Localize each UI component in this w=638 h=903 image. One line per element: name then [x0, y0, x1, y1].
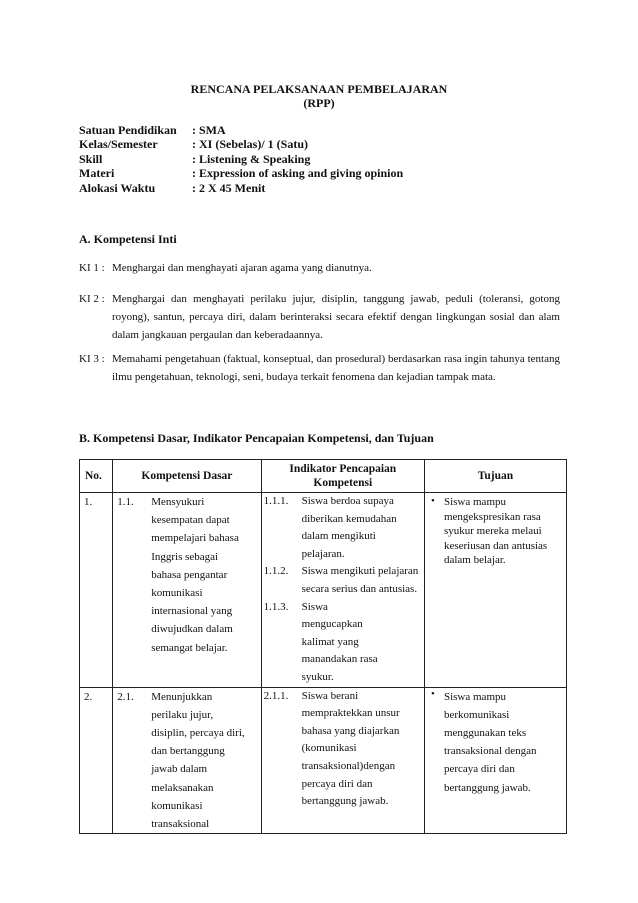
tujuan-text: Siswa mampu mengekspresikan rasa syukur mereka melaui keseriusan dan antusias dalam belajar. [443, 496, 548, 566]
indicator-number: 1.1.2. [263, 565, 289, 578]
table-header-row [80, 460, 567, 493]
table-row [80, 687, 567, 834]
document-title: RENCANA PELAKSANAAN PEMBELAJARAN [190, 82, 448, 96]
section-a-heading: A. Kompetensi Inti [79, 232, 177, 246]
info-row-satuan [79, 123, 403, 137]
indicator-number: 1.1.1. [263, 495, 289, 507]
cell-no [80, 687, 113, 834]
kd-number: 1.1. [117, 496, 134, 508]
bullet-icon: • [430, 495, 435, 507]
header-kompetensi-dasar: Kompetensi Dasar [113, 460, 261, 493]
indicator-item [262, 688, 424, 811]
kd-text: Mensyukuri kesempatan dapat mempelajari bahasa Inggris sebagai bahasa pengantar komunikasi internasional yang diwujudkan dalam semangat belajar. [151, 496, 239, 654]
ki-item-3 [79, 350, 560, 386]
ki-text: Menghargai dan menghayati ajaran agama yang dianutnya. [112, 262, 372, 274]
ki-label: KI 3 : [79, 353, 105, 365]
cell-tujuan [424, 493, 566, 688]
info-label: Materi [79, 166, 115, 181]
ki-item-2 [79, 290, 560, 344]
info-value: : 2 X 45 Menit [192, 180, 266, 195]
info-label: Skill [79, 151, 103, 166]
info-row-skill [79, 152, 403, 166]
cell-kompetensi-dasar [113, 493, 261, 688]
indicator-item [262, 493, 424, 563]
kd-number: 2.1. [117, 690, 134, 703]
row-number: 2. [84, 690, 93, 703]
section-b-heading: B. Kompetensi Dasar, Indikator Pencapaian Kompetensi, dan Tujuan [79, 431, 434, 445]
indicator-number: 1.1.3. [263, 600, 289, 613]
info-label: Satuan Pendidikan [79, 123, 177, 137]
ki-label: KI 1 : [79, 262, 105, 274]
info-label: Kelas/Semester [79, 137, 158, 152]
document-subtitle: (RPP) [303, 96, 335, 110]
cell-indikator [261, 493, 424, 688]
header-no: No. [80, 460, 113, 493]
competency-table [79, 459, 567, 834]
indicator-text: Siswa mengucapkan kalimat yang manandakan rasa syukur. [301, 600, 378, 683]
kd-text: Menunjukkan perilaku jujur, disiplin, percaya diri, dan bertanggung jawab dalam melaksanakan komunikasi transaksional [151, 690, 245, 830]
ki-text: Menghargai dan menghayati perilaku jujur, disiplin, tanggung jawab, peduli (toleransi, gotong royong), santun, percaya diri, dalam berinteraksi secara efektif dengan lingkungan sosial dan alam dalam jangkauan pergaulan dan keberadaannya. [112, 293, 560, 341]
info-value: : SMA [192, 123, 226, 137]
indicator-number: 2.1.1. [263, 689, 289, 702]
ki-text: Memahami pengetahuan (faktual, konseptual, dan prosedural) berdasarkan rasa ingin tahunya tentang ilmu pengetahuan, teknologi, seni, budaya terkait fenomena dan kejadian tampak mata. [112, 353, 560, 383]
info-value: : Expression of asking and giving opinion [192, 166, 404, 181]
indicator-text: Siswa berdoa supaya diberikan kemudahan dalam mengikuti pelajaran. [301, 495, 397, 560]
ki-item-1 [79, 259, 560, 277]
tujuan-text: Siswa mampu berkomunikasi menggunakan teks transaksional dengan percaya diri dan bertanggung jawab. [443, 690, 537, 794]
info-row-materi [79, 166, 403, 180]
cell-indikator [261, 687, 424, 834]
table-row [80, 493, 567, 688]
indicator-item [262, 563, 424, 598]
indicator-text: Siswa berani mempraktekkan unsur bahasa yang diajarkan (komunikasi transaksional)dengan percaya diri dan bertanggung jawab. [301, 689, 400, 808]
cell-kompetensi-dasar [113, 687, 261, 834]
info-value: : Listening & Speaking [192, 151, 311, 166]
header-tujuan: Tujuan [424, 460, 566, 493]
header-indikator: Indikator Pencapaian Kompetensi [261, 460, 424, 493]
cell-tujuan [424, 687, 566, 834]
identity-block [79, 123, 403, 195]
info-row-alokasi [79, 181, 403, 195]
indicator-item [262, 599, 424, 687]
bullet-icon: • [430, 687, 435, 700]
ki-label: KI 2 : [79, 293, 105, 305]
indicator-text: Siswa mengikuti pelajaran secara serius dan antusias. [301, 565, 419, 595]
row-number: 1. [84, 496, 93, 508]
info-row-kelas [79, 137, 403, 151]
info-label: Alokasi Waktu [79, 180, 156, 195]
cell-no [80, 493, 113, 688]
info-value: : XI (Sebelas)/ 1 (Satu) [192, 137, 308, 152]
